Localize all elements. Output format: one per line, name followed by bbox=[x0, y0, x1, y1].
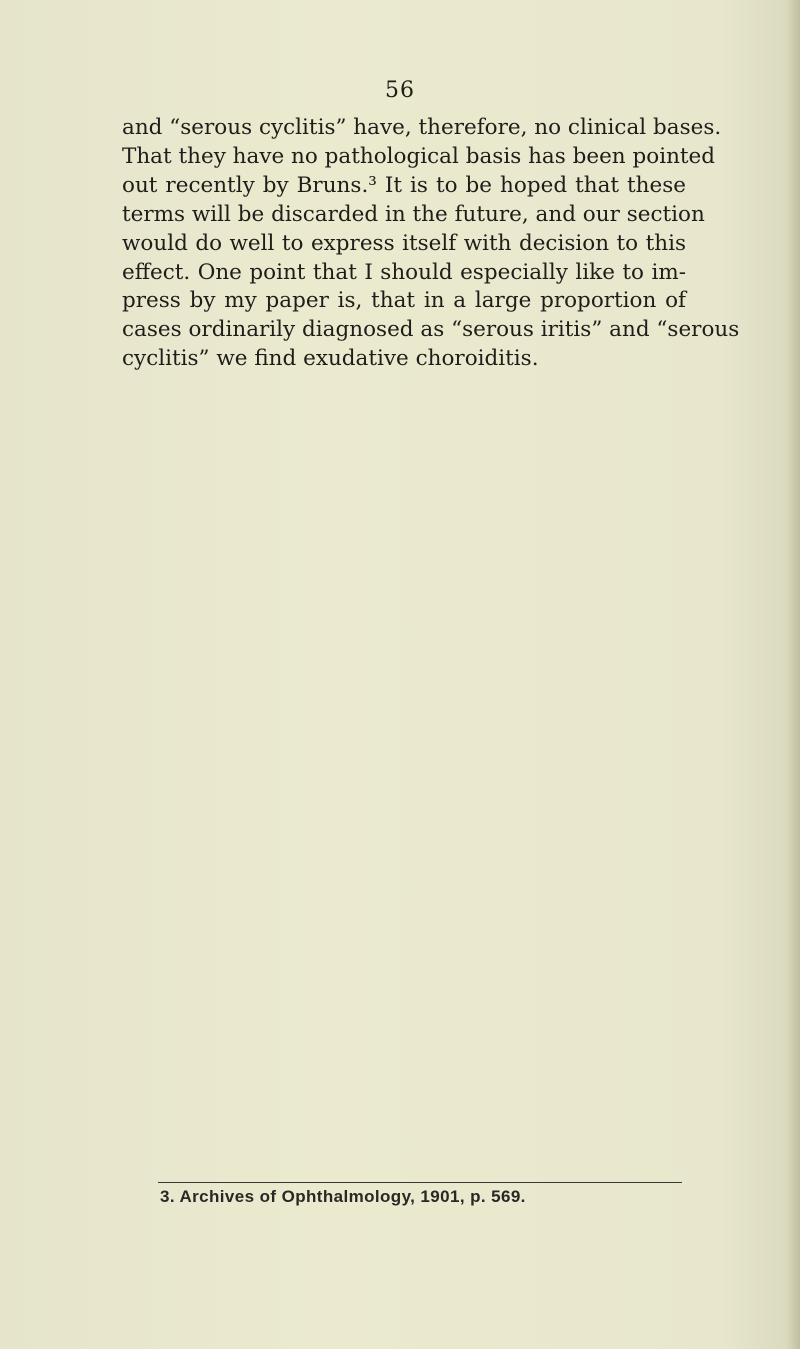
page-edge-shadow bbox=[786, 0, 800, 1349]
text-line: and “serous cyclitis” have, therefore, no clinical bases. bbox=[122, 115, 722, 140]
text-line: cyclitis” we find exudative choroiditis. bbox=[122, 346, 539, 372]
text-line: terms will be discarded in the future, and our section bbox=[122, 201, 705, 227]
footnote: 3. Archives of Ophthalmology, 1901, p. 569. bbox=[160, 1187, 526, 1206]
text-line: effect. One point that I should especially like to im- bbox=[122, 259, 686, 285]
text-line: That they have no pathological basis has been pointed bbox=[122, 143, 716, 169]
text-line: press by my paper is, that in a large proportion of bbox=[122, 288, 686, 314]
text-line: would do well to express itself with decision to this bbox=[122, 230, 686, 256]
body-paragraph bbox=[122, 114, 740, 374]
footnote-divider bbox=[158, 1182, 682, 1183]
page-number: 56 bbox=[385, 78, 415, 103]
text-line: out recently by Bruns.³ It is to be hoped that these bbox=[122, 172, 686, 198]
text-line: cases ordinarily diagnosed as “serous iritis” and “serous bbox=[122, 317, 740, 343]
